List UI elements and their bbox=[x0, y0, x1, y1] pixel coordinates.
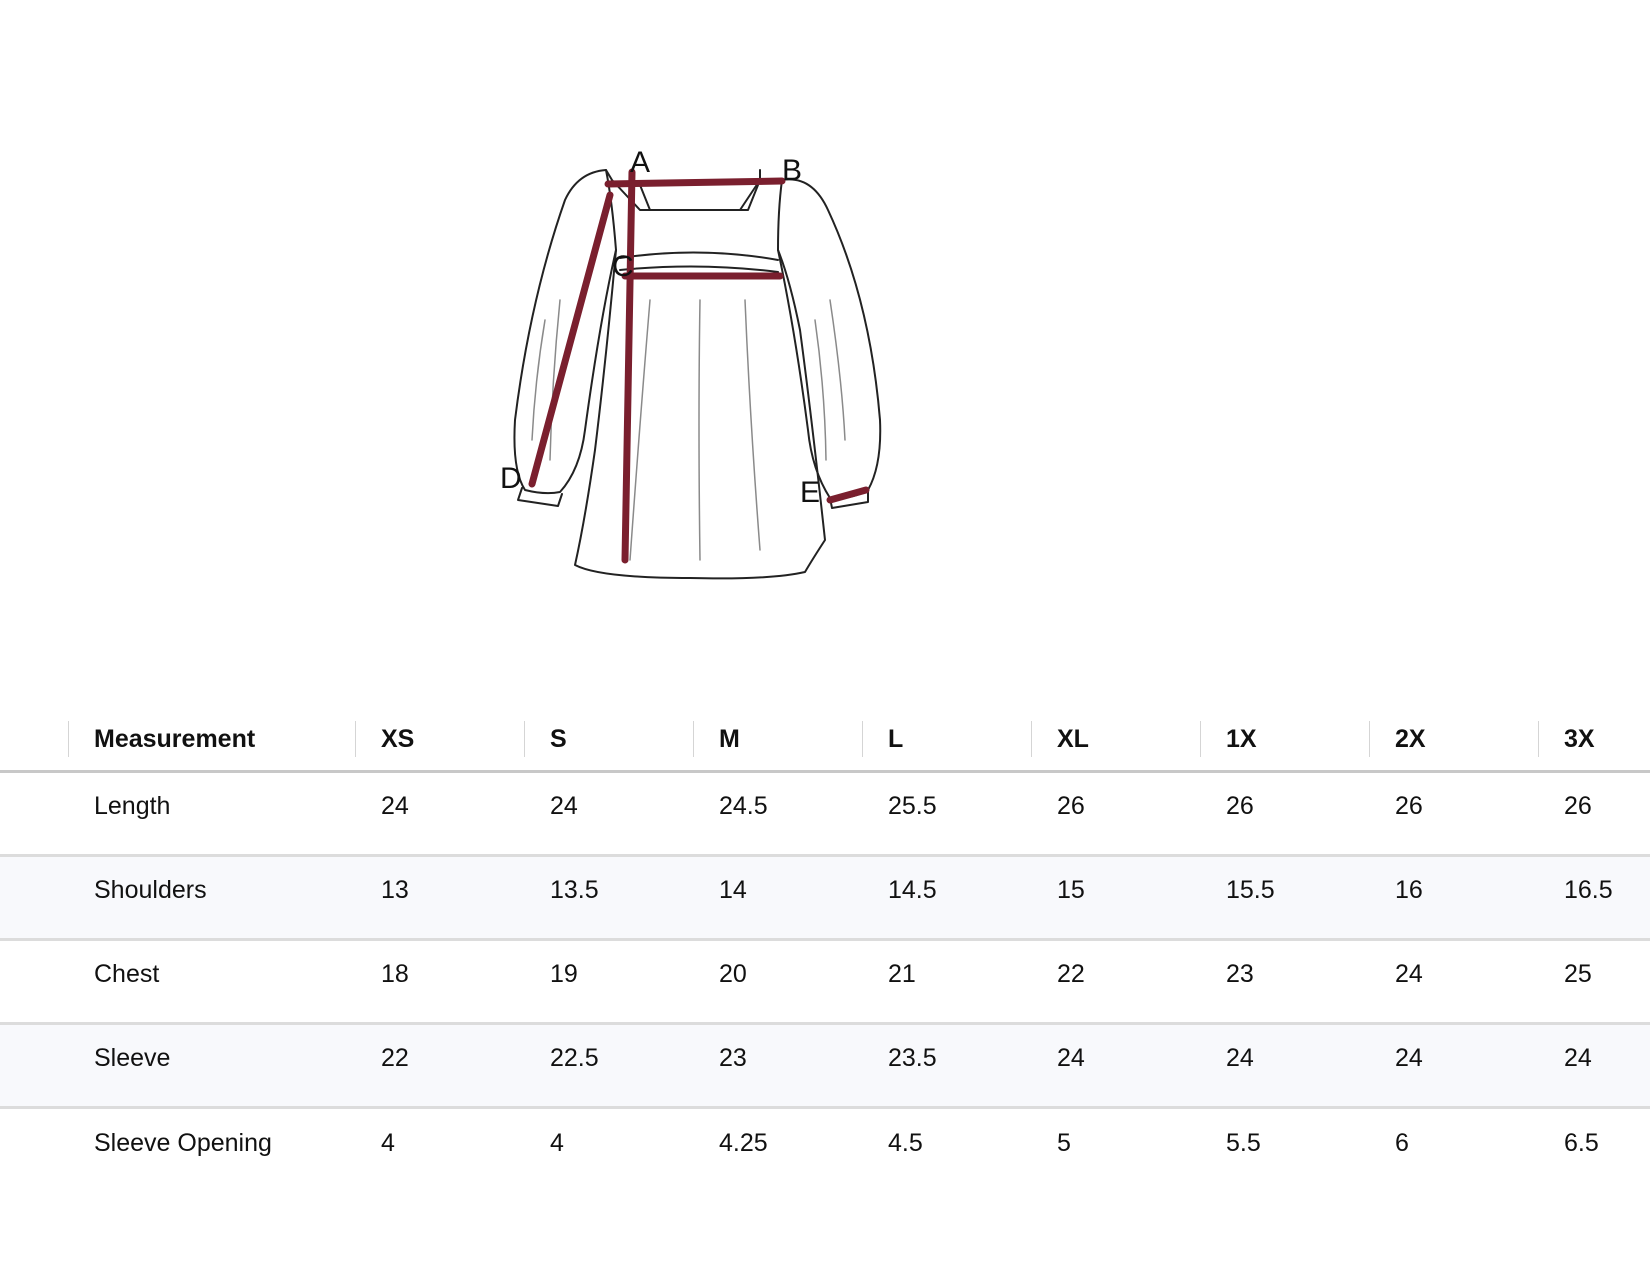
column-header-size bbox=[524, 708, 693, 772]
table-cell: 4.5 bbox=[888, 1128, 923, 1157]
table-cell: 13 bbox=[381, 876, 409, 904]
table-cell: 13.5 bbox=[550, 876, 599, 904]
table-cell: 23 bbox=[719, 1044, 747, 1072]
measure-line-sleeve-opening bbox=[830, 490, 866, 500]
column-header-label: M bbox=[719, 724, 740, 753]
table-row bbox=[0, 856, 1650, 940]
table-cell: 24.5 bbox=[719, 792, 768, 820]
table-cell: 24 bbox=[1395, 1044, 1423, 1072]
column-header-size bbox=[1031, 708, 1200, 772]
table-cell: 24 bbox=[1226, 1044, 1254, 1072]
column-header-label: Measurement bbox=[94, 724, 256, 753]
label-a: A bbox=[630, 146, 651, 179]
column-header-label: 2X bbox=[1395, 724, 1426, 753]
table-cell: 14.5 bbox=[888, 876, 937, 904]
column-header-label: 1X bbox=[1226, 724, 1257, 753]
table-cell: 5.5 bbox=[1226, 1128, 1261, 1157]
table-cell: 19 bbox=[550, 960, 578, 988]
table-cell: 22.5 bbox=[550, 1044, 599, 1072]
table-cell: 24 bbox=[550, 792, 578, 820]
column-header-label: 3X bbox=[1564, 724, 1595, 753]
column-header-size bbox=[1369, 708, 1538, 772]
measure-line-shoulders bbox=[608, 181, 782, 184]
row-label: Shoulders bbox=[94, 876, 207, 904]
table-cell: 26 bbox=[1564, 792, 1592, 820]
label-b: B bbox=[782, 154, 803, 187]
row-label: Sleeve bbox=[94, 1044, 171, 1072]
label-d: D bbox=[500, 462, 522, 495]
table-cell: 16.5 bbox=[1564, 876, 1613, 904]
column-divider bbox=[1031, 721, 1032, 757]
table-cell: 15.5 bbox=[1226, 876, 1275, 904]
table-cell: 26 bbox=[1395, 792, 1423, 820]
table-cell: 18 bbox=[381, 960, 409, 988]
table-cell: 16 bbox=[1395, 876, 1423, 904]
table-header-row bbox=[0, 708, 1650, 772]
table-cell: 23 bbox=[1226, 960, 1254, 988]
fold-lines bbox=[532, 300, 845, 560]
table-cell: 22 bbox=[381, 1044, 409, 1072]
table-cell: 6.5 bbox=[1564, 1128, 1599, 1157]
column-divider bbox=[1200, 721, 1201, 757]
table-cell: 24 bbox=[1395, 960, 1423, 988]
measure-line-length bbox=[625, 172, 632, 560]
table-cell: 4 bbox=[381, 1128, 395, 1157]
column-header-label: L bbox=[888, 724, 904, 753]
garment-sketch bbox=[514, 170, 880, 578]
column-divider bbox=[693, 721, 694, 757]
empire-seam bbox=[620, 252, 778, 260]
table-cell: 6 bbox=[1395, 1128, 1409, 1157]
label-c: C bbox=[612, 250, 634, 283]
right-sleeve-outline bbox=[778, 179, 880, 498]
column-header-measurement bbox=[0, 708, 355, 772]
row-label: Length bbox=[94, 792, 171, 820]
column-divider bbox=[68, 721, 69, 757]
row-label: Chest bbox=[94, 960, 160, 988]
table-cell: 25.5 bbox=[888, 792, 937, 820]
column-header-size bbox=[1538, 708, 1650, 772]
table-row bbox=[0, 1108, 1650, 1192]
table-cell: 26 bbox=[1226, 792, 1254, 820]
table-cell: 24 bbox=[1564, 1044, 1592, 1072]
column-divider bbox=[524, 721, 525, 757]
table-cell: 24 bbox=[1057, 1044, 1085, 1072]
column-header-size bbox=[862, 708, 1031, 772]
column-header-label: XL bbox=[1057, 724, 1089, 753]
column-header-label: XS bbox=[381, 724, 415, 753]
column-divider bbox=[862, 721, 863, 757]
table-cell: 4.25 bbox=[719, 1128, 768, 1157]
column-divider bbox=[1538, 721, 1539, 757]
column-header-label: S bbox=[550, 724, 567, 753]
neckline-outline bbox=[640, 185, 758, 210]
column-header-size bbox=[355, 708, 524, 772]
table-cell: 5 bbox=[1057, 1128, 1071, 1157]
measurement-labels bbox=[500, 146, 820, 509]
table-cell: 26 bbox=[1057, 792, 1085, 820]
table-cell: 15 bbox=[1057, 876, 1085, 904]
table-cell: 23.5 bbox=[888, 1044, 937, 1072]
table-row bbox=[0, 772, 1650, 856]
size-chart-table bbox=[0, 708, 1650, 1192]
column-header-size bbox=[1200, 708, 1369, 772]
table-cell: 25 bbox=[1564, 960, 1592, 988]
table-row bbox=[0, 1024, 1650, 1108]
row-label: Sleeve Opening bbox=[94, 1128, 272, 1157]
column-header-size bbox=[693, 708, 862, 772]
table-row bbox=[0, 940, 1650, 1024]
table-cell: 21 bbox=[888, 960, 916, 988]
table-cell: 22 bbox=[1057, 960, 1085, 988]
table-cell: 14 bbox=[719, 876, 747, 904]
column-divider bbox=[355, 721, 356, 757]
table-cell: 24 bbox=[381, 792, 409, 820]
label-e: E bbox=[800, 476, 821, 509]
table-cell: 20 bbox=[719, 960, 747, 988]
column-divider bbox=[1369, 721, 1370, 757]
table-cell: 4 bbox=[550, 1128, 564, 1157]
empire-seam-lower bbox=[620, 266, 778, 272]
